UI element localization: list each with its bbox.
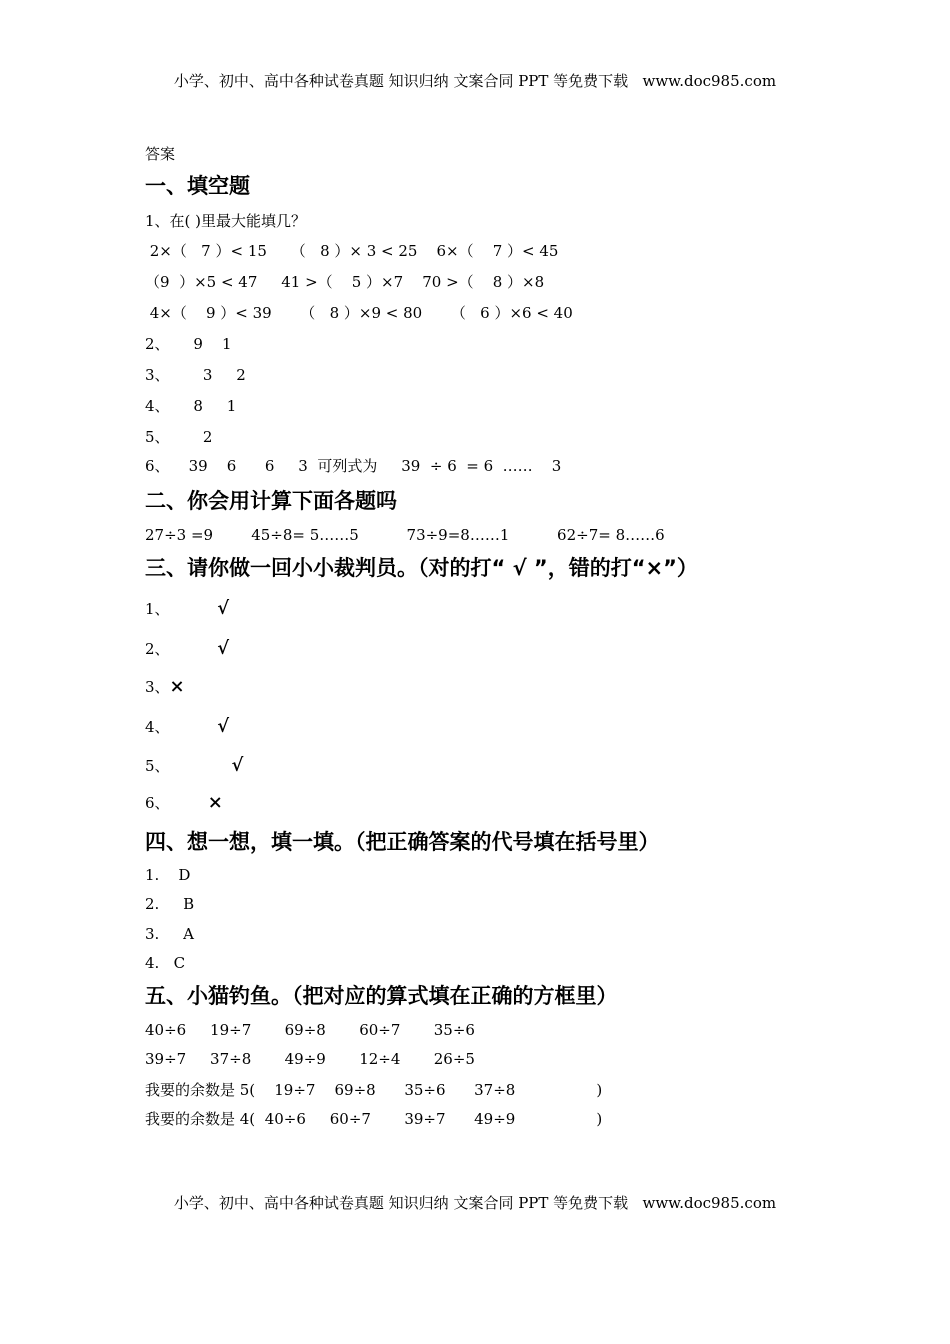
s4-item-1: 1. D (145, 866, 191, 884)
page-header: 小学、初中、高中各种试卷真题 知识归纳 文案合同 PPT 等免费下载 www.doc985.com (173, 72, 777, 90)
check-mark-icon: √ (231, 755, 244, 776)
s1-q1-row3: 4×（ 9 ）< 39 （ 8 ）×9 < 80 （ 6 ）×6 < 40 (145, 304, 573, 322)
check-mark-icon: √ (217, 638, 230, 659)
s1-q2: 2、 9 1 (145, 335, 232, 353)
s3-item-1 (145, 600, 229, 618)
s2-answers: 27÷3 =9 45÷8= 5……5 73÷9=8……1 62÷7= 8……6 (145, 526, 665, 544)
check-mark-icon: √ (217, 598, 230, 619)
s3-item-gap (170, 794, 208, 812)
page-footer: 小学、初中、高中各种试卷真题 知识归纳 文案合同 PPT 等免费下载 www.doc985.com (173, 1194, 777, 1212)
section-1-title: 一、填空题 (145, 174, 250, 198)
s3-item-num: 4、 (145, 718, 170, 736)
s5-answer-remainder-4: 我要的余数是 4( 40÷6 60÷7 39÷7 49÷9 ) (145, 1110, 603, 1128)
s3-item-num: 1、 (145, 600, 170, 618)
s3-item-2 (145, 640, 229, 658)
s1-q1-row1: 2×（ 7 ）< 15 （ 8 ）× 3 < 25 6×（ 7 ）< 45 (145, 242, 559, 260)
section-4-title: 四、想一想，填一填。（把正确答案的代号填在括号里） (145, 830, 660, 854)
s3-item-num: 6、 (145, 794, 170, 812)
s3-item-num: 2、 (145, 640, 170, 658)
cross-mark-icon: × (207, 792, 223, 813)
check-mark-icon: √ (217, 716, 230, 737)
s1-q1-row2: （9 ）×5 < 47 41 >（ 5 ）×7 70 >（ 8 ）×8 (145, 273, 545, 291)
cross-mark-icon: × (169, 676, 185, 697)
s3-item-gap (170, 640, 218, 658)
s4-item-4: 4. C (145, 954, 186, 972)
section-3-title: 三、请你做一回小小裁判员。（对的打“ √ ”，错的打“×”） (145, 556, 698, 580)
s1-q1-prompt: 1、在( )里最大能填几？ (145, 212, 307, 230)
s5-row-1: 40÷6 19÷7 69÷8 60÷7 35÷6 (145, 1021, 475, 1039)
s5-row-2: 39÷7 37÷8 49÷9 12÷4 26÷5 (145, 1050, 475, 1068)
s3-item-num: 3、 (145, 678, 170, 696)
s1-q6: 6、 39 6 6 3 可列式为 39 ÷ 6 = 6 …… 3 (145, 457, 562, 475)
s1-q5: 5、 2 (145, 428, 213, 446)
s3-item-3 (145, 678, 185, 696)
s3-item-num: 5、 (145, 757, 170, 775)
s3-item-gap (170, 757, 232, 775)
s3-item-gap (170, 600, 218, 618)
s3-item-5 (145, 757, 243, 775)
s5-answer-remainder-5: 我要的余数是 5( 19÷7 69÷8 35÷6 37÷8 ) (145, 1081, 603, 1099)
s4-item-2: 2. B (145, 895, 195, 913)
s3-item-6 (145, 794, 223, 812)
s3-item-4 (145, 718, 229, 736)
s4-item-3: 3. A (145, 925, 194, 943)
doc-label: 答案 (145, 145, 176, 163)
s1-q4: 4、 8 1 (145, 397, 237, 415)
s1-q3: 3、 3 2 (145, 366, 246, 384)
s3-item-gap (170, 718, 218, 736)
section-2-title: 二、你会用计算下面各题吗 (145, 489, 397, 513)
section-5-title: 五、小猫钓鱼。（把对应的算式填在正确的方框里） (145, 984, 618, 1008)
